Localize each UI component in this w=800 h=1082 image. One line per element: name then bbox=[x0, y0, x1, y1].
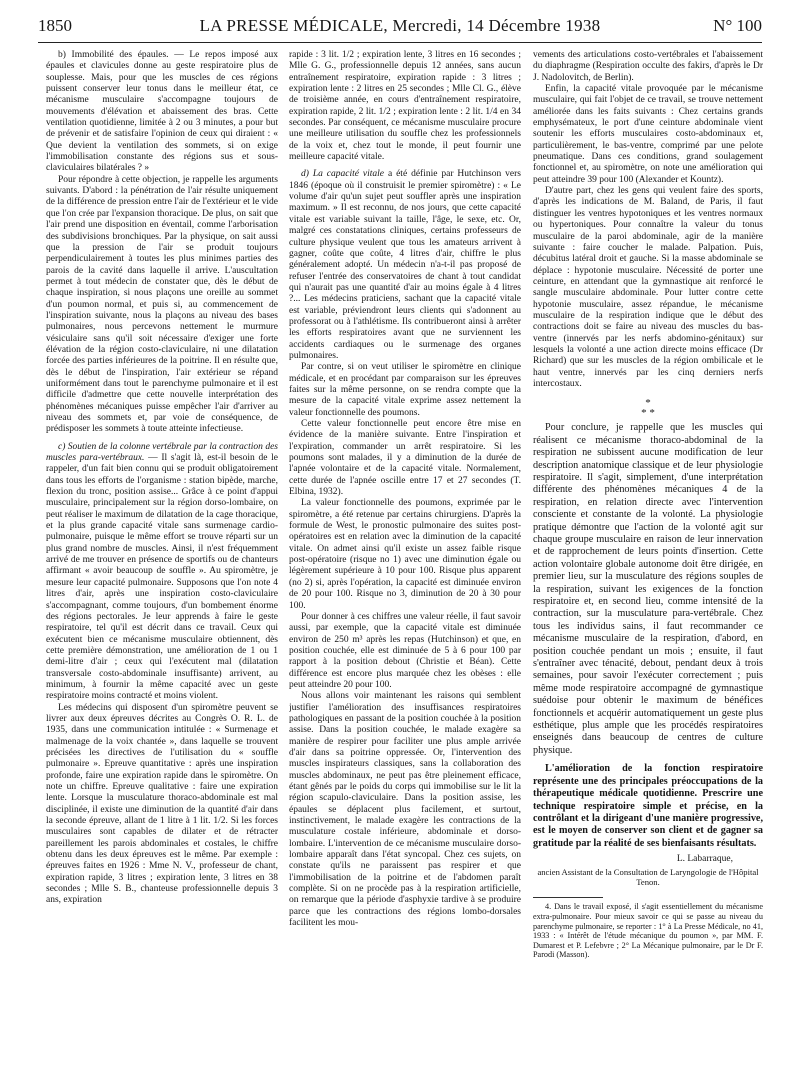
star-bottom: * * bbox=[641, 407, 655, 420]
paragraph-epreuves-cont: rapide : 3 lit. 1/2 ; expiration lente, 3 litres en 16 secondes ; Mlle G. G., professionnelle depuis 12 années, sans aucun entraînement respiratoire, expiration rapide : 3 litres ; expiration lente : 2 litres en 25 secondes ; Mlle Cl. G., élève de troisième année, en cours d'entraînement respiratoire, expiration rapide, 2 lit. 1/2 ; expiration lente : 2 lit. 1/4 en 34 secondes. Par conséquent, ce mécanisme musculaire procure une meilleure utilisation du souffle chez les professionnels de la voix et, chez tout le monde, il peut fournir une meilleure capacité vitale. bbox=[289, 50, 521, 163]
column-3 bbox=[533, 50, 763, 1070]
column-1 bbox=[46, 50, 278, 1070]
paragraph-objection: Pour répondre à cette objection, je rappelle les arguments suivants. D'abord : la pénétration de l'air résulte uniquement de la différence de pression entre l'air de l'extérieur et le vide que l'on crée par l'expansion thoracique. De plus, on sait que l'air prend une disposition en éventail, comme l'arborisation des subdivisions bronchiques. Par la physique, on sait aussi que la pression de l'air se produit toujours perpendiculairement à toutes les plus minimes parties des parois de la cavité dans laquelle il arrive. L'auscultation permet à tout médecin de constater que, dès le début de chaque inspiration, si nous plaçons une oreille au sommet d'un poumon normal, et puis si, au commencement de l'inspiration suivante, nous la plaçons au niveau des bases pulmonaires, nous percevons nettement le murmure vésiculaire sans qu'il soit nécessaire d'exiger une forte élévation de la région costo-claviculaire, ni une dilatation forcée des parties inférieures de la poitrine. Il en résulte que, dès le début de l'inspiration, l'air extérieur se répand uniformément dans tout le parenchyme pulmonaire et il est difficile d'admettre que cette nouvelle interprétation des phénomènes mécaniques puisse empêcher l'air d'arriver au niveau des sommets et, par voie de conséquence, de prédisposer les sommets à toute atteinte infectieuse. bbox=[46, 174, 278, 435]
footnote-rule bbox=[533, 897, 603, 898]
paragraph-epreuves: Les médecins qui disposent d'un spiromètre peuvent se livrer aux deux épreuves décrites au Congrès O. R. L. de 1935, dans une communication intitulée : « Surmenage et malmenage de la voix chantée », dans laquelle se trouvent précisées les directives de l'utilisation du « souffle pulmonaire ». Epreuve quantitative : après une inspiration profonde, faire une expiration rapide dans le spiromètre. On note un chiffre. Epreuve qualitative : faire une expiration lente. Lorsque la musculature thoraco-abdominale est mal disciplinée, il existe une diminution de la quantité d'air dans la seconde épreuve, allant de 1 litre à 1 lit. 1/2. Si les forces musculaires sont capables de dilater et de rétracter pareillement les parois abdominales et costales, le chiffre obtenu dans les deux épreuves est le même. Par exemple : épreuves faites en 1926 : Mme N. V., professeur de chant, expiration rapide, 3 litres ; expiration lente, 3 litres en 38 secondes ; Mlle S. B., chanteuse professionnelle depuis 3 ans, expiration bbox=[46, 702, 278, 906]
paragraph-colonne-vertebrale bbox=[46, 442, 278, 703]
journal-title: LA PRESSE MÉDICALE, Mercredi, 14 Décembre 1938 bbox=[199, 16, 601, 35]
author-affiliation: ancien Assistant de la Consultation de Laryngologie de l'Hôpital Tenon. bbox=[537, 867, 759, 888]
author-signature: L. Labarraque, bbox=[676, 854, 733, 865]
section-title-capacite: d) La capacité vitale bbox=[301, 169, 385, 180]
paragraph-chirurgiens: La valeur fonctionnelle des poumons, exprimée par le spiromètre, a été retenue par certains chirurgiens. D'après la formule de West, le pronostic pulmonaire des suites post-opératoires est en relation avec la diminution de la capacité vitale. On admet ainsi qu'il existe un assez faible risque post-opératoire (risque no 1) avec une diminution égale ou légèrement supérieure à 10 pour 100. Risque plus apparent (no 2) si, après l'opération, la capacité est diminuée environ de 20 pour 100. Risque no 3, diminution de 20 à 30 pour 100. bbox=[289, 498, 521, 611]
page-number: 1850 bbox=[38, 16, 72, 35]
paragraph-immobilite-epaules: b) Immobilité des épaules. — Le repos imposé aux épaules et clavicules donne au geste respiratoire plus de souplesse. Mais, pour que les muscles de ces régions puissent conserver leur tonus dans le meilleur état, ce mécanisme musculaire s'accompagne toujours de mouvements d'élévation et abaissement des bras. Cette ventilation quotidienne, limitée à 2 ou 3 minutes, a pour but de prévenir et de satisfaire l'opinion de ceux qui diraient : « Que devient la ventilation des sommets, si on exige l'immobilisation constante des régions sus et sous-claviculaires bilatérales ? » bbox=[46, 50, 278, 174]
paragraph-sports: D'autre part, chez les gens qui veulent faire des sports, d'après les indications de M. Baland, de Paris, il faut distinguer les ventres hypotoniques et les ventres normaux ou hypertoniques. Pour connaître la valeur du tonus musculaire de la paroi abdominale, agir de la manière suivante : faire coucher le malade. Palpation. Puis, décubitus latéral droit et gauche. Si la masse abdominale se déplace : hypotonie musculaire. Nécessité de porter une ceinture, en attendant que la gymnastique ait renforcé le sangle musculaire abdominale. Pour lutter contre cette hypotonie musculaire, assez répandue, le mécanisme musculaire de la respiration indique que le début des contractions doit se faire au niveau des muscles du bas-ventre (innervés par les nerfs abdomino-génitaux) sur lesquels la volonté a une action directe moins efficace (Dr Richard) que sur les muscles de la région ombilicale et le haut ventre, innervés par les cinq derniers nerfs intercostaux. bbox=[533, 186, 763, 389]
footnote-4: 4. Dans le travail exposé, il s'agit essentiellement du mécanisme extra-pulmonaire. Pour mieux savoir ce qui se passe au niveau du parenchyme pulmonaire, se reporter : 1° à La Presse Médicale, no 41, 1933 : « Intérêt de l'étude mécanique du poumon », par MM. F. Dumarest et P. Lefebvre ; 2° La Mécanique pulmonaire, par le Dr F. Parodi (Masson). bbox=[533, 902, 763, 960]
paragraph-position-couchee: Nous allons voir maintenant les raisons qui semblent justifier l'amélioration des insuffisances respiratoires pathologiques en passant de la position couchée à la position assise. Dans la position couchée, le malade exagère sa manière de respirer pour faciliter une plus ample arrivée d'air dans sa poitrine oppressée. Or, l'intervention des muscles inspirateurs classiques, sans la collaboration des muscles abdominaux, ne peut pas être pleinement efficace, étant gênés par le poids du corps qui immobilise sur le lit la région scapulo-claviculaire. Dans la position assise, les épaules se déplacent plus facilement, et surtout, instinctivement, le malade exagère les contractions de la musculature costale inférieure, abdominale et dorso-lombaire. L'intervention de ce mécanisme musculaire dorso-lombaire apparaît dans l'état syncopal. Chez ces sujets, on constate qu'ils ne paraissent pas respirer et que l'immobilisation de la poitrine et de l'abdomen paraît complète. Si on ne procède pas à la respiration artificielle, on remarque que la période d'asphyxie tardive à se produire parce que les contractions des régions lombo-dorsales facilitent les mou- bbox=[289, 691, 521, 929]
paragraph-valeur-fonctionnelle: Cette valeur fonctionnelle peut encore être mise en évidence de la manière suivante. Entre l'inspiration et l'expiration, commander un arrêt respiratoire. Si les poumons sont malades, il y a diminution de la durée de l'apnée volontaire et de la capacité vitale. Normalement, cette durée de l'apnée oscille entre 17 et 27 secondes (T. Elbina, 1932). bbox=[289, 419, 521, 498]
paragraph-capacite-vitale bbox=[289, 169, 521, 362]
paragraph-capacite-body: a été définie par Hutchinson vers 1846 (époque où il construisit le premier spiromètre) : « Le volume d'air qu'un sujet peut souffler après une inspiration maximum. » Il est reconnu, de nos jours, que cette capacité vitale est variable suivant la taille, l'âge, le sexe, etc. Or, malgré ces constatations cliniques, certains professeurs de culture physique veulent que tous les amateurs arrivent à gagner, coûte que coûte, 4 litres d'air, chiffre le plus généralement adopté. Un médecin n'a-t-il pas proposé de refuser l'entrée des conservatoires de chant à tout candidat qui n'aurait pas une quantité d'air au moins égale à 4 litres ?... Les médecins praticiens, sachant que la capacité vitale est variable, préviendront leurs clients qui s'adonnent au professorat ou à l'athlétisme. Ils contribueront ainsi à arrêter les efforts respiratoires avant que ne surviennent les accidents cardiaques ou le surmenage des organes pulmonaires. bbox=[289, 169, 521, 361]
paragraph-fakirs: vements des articulations costo-vertébrales et l'abaissement du diaphragme (Respiration occulte des fakirs, d'après le Dr J. Nadolovitch, de Berlin). bbox=[533, 50, 763, 83]
page-header bbox=[38, 16, 762, 42]
issue-number: N° 100 bbox=[713, 16, 762, 35]
section-title-colonne: c) Soutien de la colonne vertébrale par la contraction des muscles para-vertébraux. bbox=[46, 441, 278, 464]
paragraph-amelioration: L'amélioration de la fonction respiratoire représente une des principales préoccupations de la thérapeutique médicale quotidienne. Prescrire une technique respiratoire simple et précise, en la contrôlant et la dirigeant d'une manière progressive, est le moyen de conserver son client et de gagner sa gratitude par la réalité de ses bienfaisants résultats. bbox=[533, 763, 763, 849]
paragraph-conclusion: Pour conclure, je rappelle que les muscles qui réalisent ce mécanisme thoraco-abdominal de la respiration ne subissent aucune modification de leur description anatomique classique et de leur physiologie respiratoire. Il s'agit, simplement, d'une interprétation différente des phénomènes mécaniques 4 de la respiration, en relation directe avec l'intervention consciente et constante de la volonté. La physiologie pratique démontre que l'action de la volonté agit sur chaque groupe musculaire en raison de leur innervation et de rapprochement de leurs points d'insertion. Cette action volontaire globale autonome doit être dirigée, en premier lieu, sur la musculature des régions souples de la respiration, suivant les exigences de la fonction respiratoire et, en second lieu, comme intensité de la contraction, sur la musculature para-vertébrale. Chez tous les individus sains, il faut recommander ce mécanisme musculaire de la respiration, d'abord, en position couchée pendant un mois ; ensuite, il faut s'entraîner avec ténacité, debout, pendant deux à trois semaines, pour savoir l'exécuter correctement ; puis même mode respiratoire accompagné de gymnastique suédoise pour obtenir le maximum de bénéfices fonctionnels et acquérir automatiquement un geste plus esthétique, plus ample que les procédés respiratoires enseignés dans beaucoup de centres de culture physique. bbox=[533, 422, 763, 756]
paragraph-enfin: Enfin, la capacité vitale provoquée par le mécanisme musculaire, qui fait l'objet de ce travail, se trouve nettement améliorée dans les faits suivants : Chez certains grands emphysémateux, le port d'une ceinture abdominale vient soutenir les efforts musculaires costo-abdominaux et, particulièrement, le bas-ventre, comprimé par une pelote pneumatique. Dans ces conditions, grand soulagement fonctionnel et, au spiromètre, on note une amélioration qui peut atteindre 39 pour 100 (Alexander et Kountz). bbox=[533, 84, 763, 185]
paragraph-colonne-body: — Il s'agit là, est-il besoin de le rappeler, d'un fait bien connu qui se produit obligatoirement dans tous les efforts de l'organisme : station bipède, marche, flexion du tronc, position assise... Grâce à ce point d'appui musculaire, principalement sur la région dorso-lombaire, on peut réaliser le maximum de dilatation de la cage thoracique, et la plus grande capacité vitale sans surmenage cardio-pulmonaire, puisque le même effort se trouve réparti sur un plus grand nombre de muscles. Ainsi, il n'est fréquemment arrivé de me trouver en présence de sportifs ou de chanteurs affirmant « avoir beaucoup de souffle ». Au spiromètre, je mesure leur capacité pulmonaire. Supposons que l'on note 4 litres d'air, après une inspiration costo-claviculaire s'accompagnant, comme toujours, d'un bombement énorme des régions pectorales. Je leur apprends à faire le geste respiratoire, tel qu'il est décrit dans ce travail. Ceux qui exécutent bien ce mécanisme musculaire obtiennent, dès cette première démonstration, une amélioration de 1 ou 1 demi-litre d'air ; ceux qui l'exécutent mal (dilatation transversale costo-abdominale insuffisante) arrivent, au minimum, à fournir la même capacité avec un geste respiratoire moins contracté et moins violent. bbox=[46, 453, 278, 702]
column-2 bbox=[289, 50, 521, 1070]
section-separator-stars bbox=[533, 398, 763, 418]
star-top: * bbox=[645, 397, 651, 410]
header-rule bbox=[38, 42, 762, 43]
paragraph-par-contre: Par contre, si on veut utiliser le spiromètre en clinique médicale, et en procédant par comparaison sur les épreuves faites sur la même personne, on se rendra compte que la mesure de la capacité vitale exprime assez nettement la valeur fonctionnelle des poumons. bbox=[289, 362, 521, 418]
paragraph-chiffres: Pour donner à ces chiffres une valeur réelle, il faut savoir aussi, par exemple, que la capacité vitale est diminuée environ de 250 m³ après les repas (Hutchinson) et que, en position couchée, elle est diminuée de 5 à 6 pour 100 par rapport à la position debout (Christie et Béan). Cette différence est encore plus marquée chez les obèses : elle peut atteindre 20 pour 100. bbox=[289, 611, 521, 690]
